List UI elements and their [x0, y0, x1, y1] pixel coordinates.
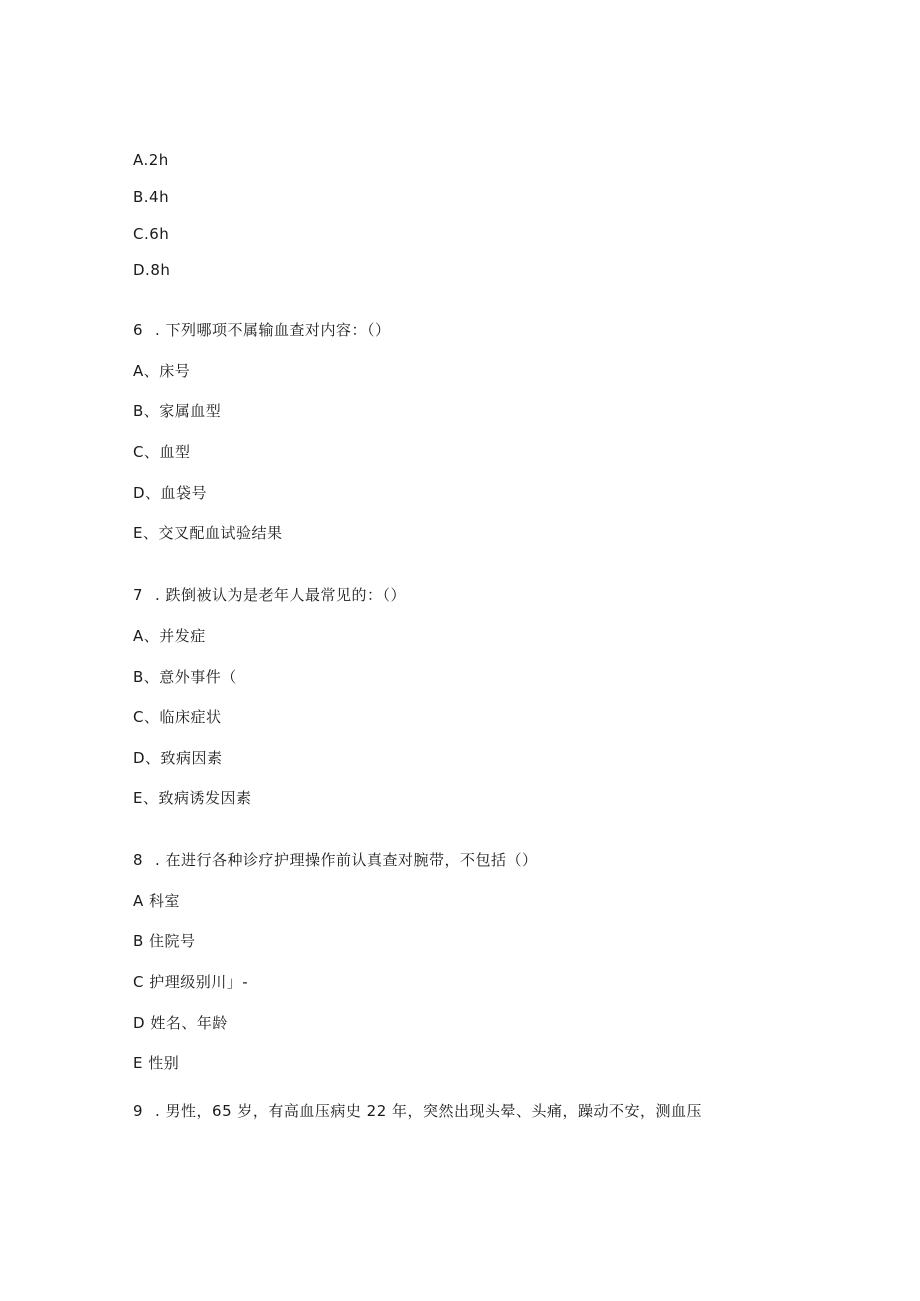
question-8 — [133, 850, 538, 870]
q8-option-e: E 性别 — [133, 1054, 180, 1072]
q8-option-d: D 姓名、年龄 — [133, 1014, 228, 1032]
option-b: B.4h — [133, 188, 170, 206]
question-text: . 下列哪项不属输血查对内容：（） — [155, 321, 391, 339]
q8-option-b: B 住院号 — [133, 932, 196, 950]
q6-option-a: A、床号 — [133, 362, 191, 380]
q7-option-b: B、意外事件（ — [133, 668, 237, 686]
q7-option-d: D、致病因素 — [133, 749, 223, 767]
q8-option-c: C 护理级别川」- — [133, 973, 249, 991]
q7-option-c: C、临床症状 — [133, 708, 222, 726]
question-number: 8 — [133, 851, 144, 869]
question-9 — [133, 1101, 702, 1121]
option-c: C.6h — [133, 225, 170, 243]
q6-option-d: D、血袋号 — [133, 484, 208, 502]
q7-option-e: E、致病诱发因素 — [133, 789, 252, 807]
question-6 — [133, 320, 391, 340]
q8-option-a: A 科室 — [133, 892, 181, 910]
question-text: . 男性，65 岁，有高血压病史 22 年，突然出现头晕、头痛，躁动不安，测血压 — [155, 1102, 703, 1120]
question-number: 6 — [133, 321, 144, 339]
q7-option-a: A、并发症 — [133, 627, 206, 645]
question-text: . 在进行各种诊疗护理操作前认真查对腕带，不包括（） — [155, 851, 538, 869]
question-7 — [133, 585, 406, 605]
question-number: 9 — [133, 1102, 144, 1120]
q6-option-b: B、家属血型 — [133, 402, 222, 420]
q6-option-e: E、交叉配血试验结果 — [133, 524, 283, 542]
q6-option-c: C、血型 — [133, 443, 191, 461]
option-a: A.2h — [133, 151, 169, 169]
question-number: 7 — [133, 586, 144, 604]
option-d: D.8h — [133, 261, 171, 279]
question-text: . 跌倒被认为是老年人最常见的：（） — [155, 586, 407, 604]
